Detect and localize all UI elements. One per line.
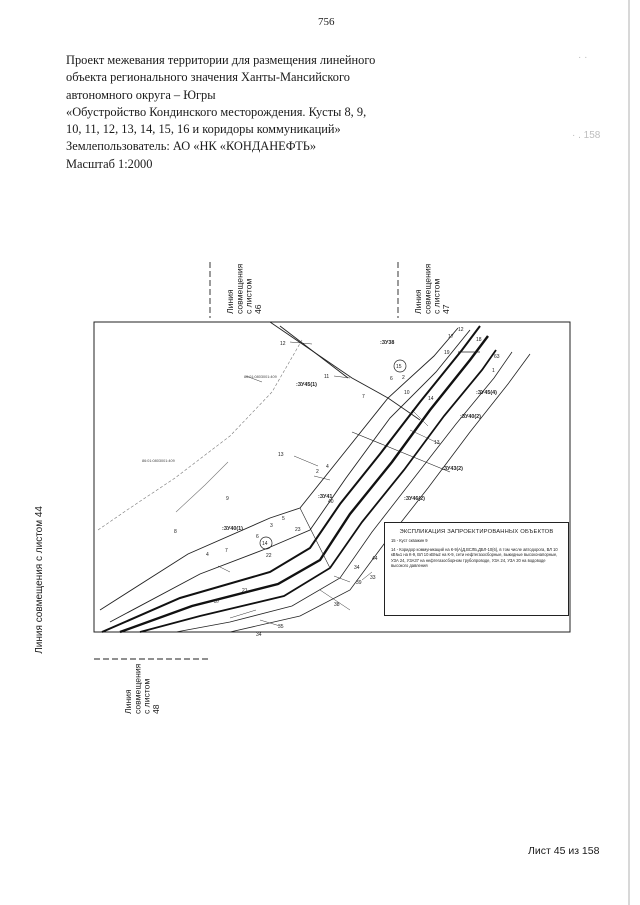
parcel-label: :ЗУ41 [318,494,333,500]
point-number: 6 [390,376,393,382]
header-line: объекта регионального значения Ханты-Мансийского [66,70,350,85]
parcel-label: :ЗУ46(2) [404,496,425,502]
bleed-through-text: · · [578,52,588,63]
point-number: 21 [242,588,248,594]
header-line: Землепользователь: АО «НК «КОНДАНЕФТЬ» [66,139,317,154]
point-number: 4 [206,552,209,558]
point-number: 6 [256,534,259,540]
point-number: 34 [256,632,262,638]
object-marker: 14 [262,541,268,547]
point-number: 38 [334,602,340,608]
parcel-label: :ЗУ43(2) [442,466,463,472]
parcel-label: :ЗУ38 [380,340,395,346]
point-number: 11 [324,374,330,380]
point-number: 12 [458,327,464,333]
point-number: 12 [280,341,286,347]
point-number: 17 [448,334,454,340]
legend-item: 14 - Коридор коммуникаций на К-9(А)Д,ВСЛБ,ДБЛ-10(6), в том числе автодорога, ВЛ 10 кВ№1 на К-9, ВЛ 10 кВ№2 на К-9, сети нефтегазосборные, выкидные высоконапорные, УЗА 24, УЗА37 на нефтегазосборном трубопроводе, УЗА 24, УЗА 20 на водоводе высокого давления [391,546,558,569]
bleed-through-text: · . 158 [572,130,601,141]
legend-item: 15 - Куст скважин 9 [391,538,428,543]
parcel-label: :ЗУ40(2) [460,414,481,420]
point-number: 1 [492,368,495,374]
point-number: 37 [214,599,220,605]
match-line-label-bottom: Линия совмещения с листом 48 [123,663,161,714]
point-number: 63 [494,354,500,360]
point-number: 13 [434,440,440,446]
parcel-boundary-line [176,462,228,512]
header-line: Масштаб 1:2000 [66,156,153,171]
point-number: 14 [428,396,434,402]
point-number: 19 [444,350,450,356]
parcel-boundary-dashed [98,340,302,530]
point-number: 9 [226,496,229,502]
parcel-label: :ЗУ45(1) [296,382,317,388]
point-number: 2 [402,375,405,381]
match-line-label-top-left: Линия совмещения с листом 46 [225,263,263,314]
point-number: 7 [362,394,365,400]
boundary-zu38 [270,322,388,398]
point-number: 3 [270,523,273,529]
header-line: автономного округа – Югры [66,87,216,102]
header-line: «Обустройство Кондинского месторождения. Кусты 8, 9, [66,104,367,119]
point-number: 35 [278,624,284,630]
boundary-zu38-inner [280,326,348,378]
point-number: 44 [372,556,378,562]
point-number: 7 [225,548,228,554]
point-number: 23 [295,527,301,533]
legend-title: ЭКСПЛИКАЦИЯ ЗАПРОЕКТИРОВАННЫХ ОБЪЕКТОВ [399,529,554,535]
object-marker: 15 [396,364,402,370]
match-line-label-top-right: Линия совмещения с листом 47 [413,263,451,314]
point-number: 8 [174,529,177,535]
sheet-counter: Лист 45 из 158 [528,845,600,857]
match-line-label-left: Линия совмещения с листом 44 [34,506,45,654]
point-number: 39 [356,580,362,586]
legend-box [384,522,569,616]
point-number: 10 [404,390,410,396]
header-line: Проект межевания территории для размещения линейного [66,53,376,67]
cadastral-number: 86:01:0803001:409 [142,459,175,463]
point-number: 34 [354,565,360,571]
point-number: 13 [278,452,284,458]
point-number: 22 [266,553,272,559]
point-number: 5 [282,516,285,522]
cadastral-number: 86:01:0803001:409 [244,375,277,379]
parcel-label: :ЗУ45(4) [476,390,497,396]
page-number: 756 [318,16,335,28]
point-number: 18 [476,337,482,343]
cross-line [352,432,450,472]
point-number: 4 [326,464,329,470]
point-number: 40 [328,499,334,505]
point-number: 2 [316,469,319,475]
point-number: 33 [370,575,376,581]
header-line: 10, 11, 12, 13, 14, 15, 16 и коридоры коммуникаций» [66,122,341,137]
parcel-label: :ЗУ40(1) [222,526,243,532]
cross-line [300,508,330,568]
